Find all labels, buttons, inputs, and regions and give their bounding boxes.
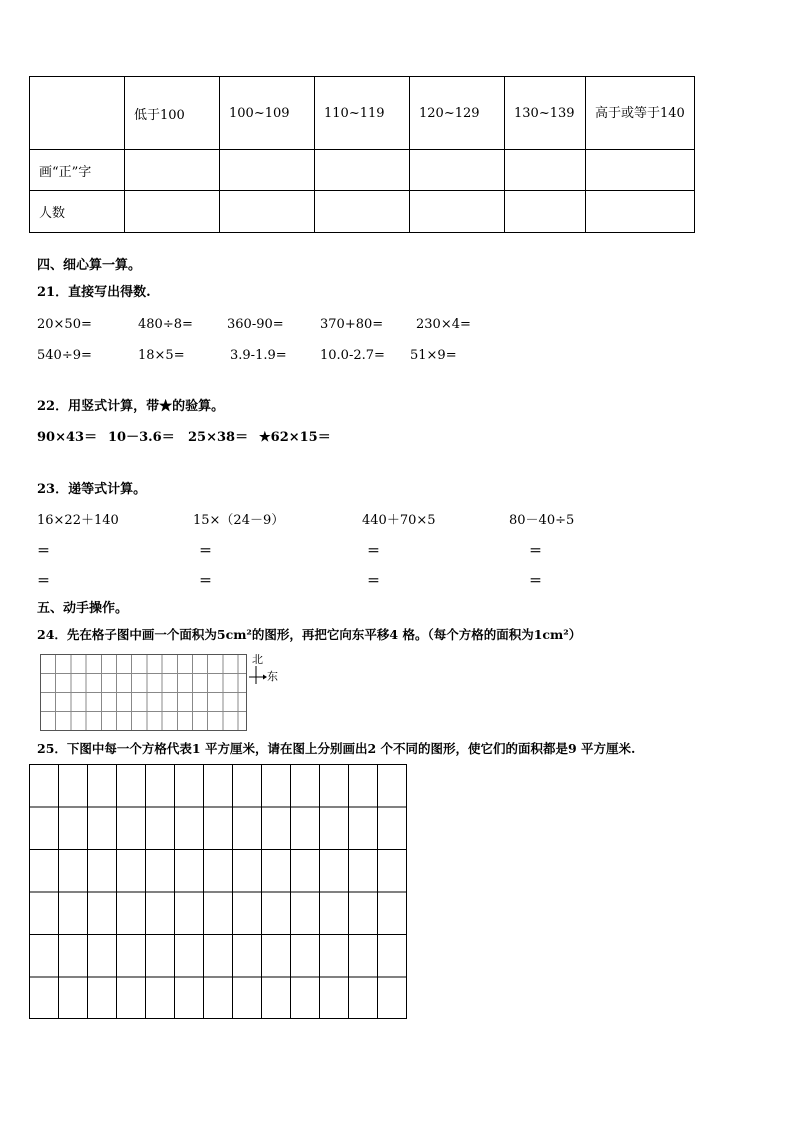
section-5-title: 五、动手操作。: [37, 601, 129, 616]
table-cell[interactable]: [505, 191, 586, 233]
table-header-cell: 低于100: [125, 77, 220, 150]
table-header-cell: 130~139: [505, 77, 586, 150]
equals-sign: ＝: [199, 544, 213, 559]
section-4-title: 四、细心算一算。: [37, 258, 142, 273]
table-header-cell: 110~119: [315, 77, 410, 150]
q21-item: 51×9=: [410, 348, 457, 363]
question-25-prompt: 25．下图中每一个方格代表1 平方厘米，请在图上分别画出2 个不同的图形，使它们的面积都是9 平方厘米.: [37, 741, 636, 756]
tally-table: [29, 76, 695, 233]
q23-item: 16×22＋140: [37, 513, 119, 528]
q21-item: 3.9-1.9=: [230, 348, 287, 363]
table-cell[interactable]: [125, 150, 220, 191]
table-header-row: [30, 77, 695, 150]
equals-sign: ＝: [529, 544, 543, 559]
compass-north-label: 北: [252, 653, 263, 666]
question-24-prompt: 24．先在格子图中画一个面积为5cm²的图形，再把它向东平移4 格。（每个方格的面积为1cm²）: [37, 627, 582, 642]
q23-item: 15×（24－9）: [193, 513, 285, 528]
q21-item: 10.0-2.7=: [320, 348, 385, 363]
q21-item: 230×4=: [416, 317, 471, 332]
equals-sign: ＝: [529, 574, 543, 589]
q23-item: 80－40÷5: [509, 513, 575, 528]
table-header-cell: 120~129: [410, 77, 505, 150]
q24-grid[interactable]: [40, 654, 247, 731]
equals-sign: ＝: [367, 544, 381, 559]
table-cell[interactable]: [315, 191, 410, 233]
table-cell: [30, 77, 125, 150]
table-cell[interactable]: [586, 150, 695, 191]
table-row: [30, 191, 695, 233]
table-cell[interactable]: [220, 191, 315, 233]
table-cell[interactable]: [586, 191, 695, 233]
table-cell[interactable]: [410, 150, 505, 191]
question-23-prompt: 23．递等式计算。: [37, 482, 147, 497]
table-cell[interactable]: [410, 191, 505, 233]
equals-sign: ＝: [37, 574, 51, 589]
table-header-cell: 100~109: [220, 77, 315, 150]
q21-item: 480÷8=: [138, 317, 193, 332]
table-cell[interactable]: [315, 150, 410, 191]
table-row: [30, 150, 695, 191]
q22-item: ★62×15＝: [259, 430, 331, 445]
q25-grid[interactable]: [29, 764, 407, 1019]
question-22-prompt: 22．用竖式计算，带★的验算。: [37, 399, 225, 414]
table-cell[interactable]: [505, 150, 586, 191]
q21-item: 18×5=: [138, 348, 185, 363]
q21-item: 20×50=: [37, 317, 92, 332]
table-cell[interactable]: [125, 191, 220, 233]
equals-sign: ＝: [199, 574, 213, 589]
q22-item: 10－3.6＝: [108, 430, 175, 445]
compass-east-label: 东: [267, 670, 278, 683]
q22-item: 25×38＝: [188, 430, 249, 445]
table-row-label: 人数: [30, 191, 125, 233]
q22-item: 90×43＝: [37, 430, 98, 445]
equals-sign: ＝: [37, 544, 51, 559]
equals-sign: ＝: [367, 574, 381, 589]
table-header-cell: 高于或等于140: [586, 77, 695, 150]
table-cell[interactable]: [220, 150, 315, 191]
q21-item: 370+80=: [320, 317, 384, 332]
q21-item: 360-90=: [227, 317, 284, 332]
compass-icon: [248, 654, 288, 686]
q21-item: 540÷9=: [37, 348, 92, 363]
table-row-label: 画“正”字: [30, 150, 125, 191]
question-21-prompt: 21．直接写出得数.: [37, 285, 151, 300]
q23-item: 440＋70×5: [362, 513, 436, 528]
